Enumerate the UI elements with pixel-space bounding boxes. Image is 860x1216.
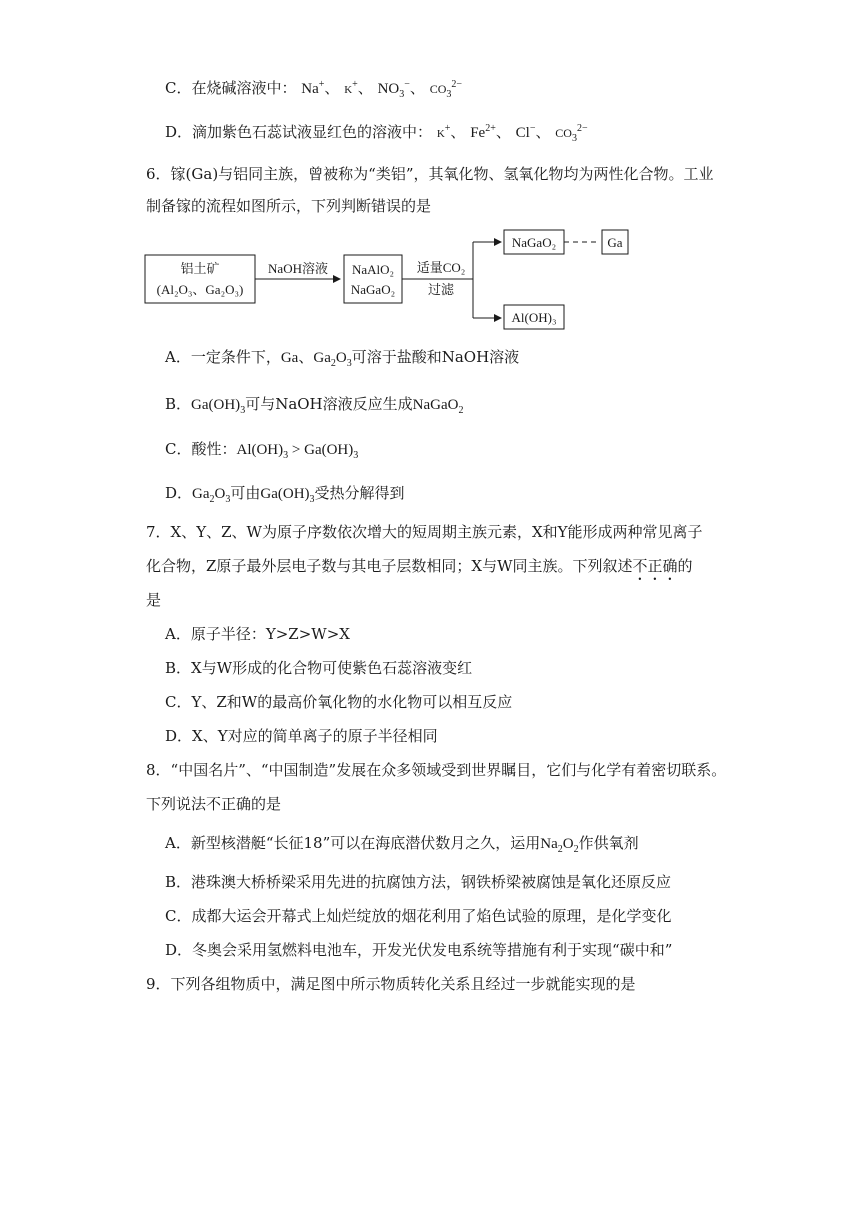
q6-option-a: A．一定条件下，Ga、$Ga_2O_3$可溶于盐酸和NaOH溶液 [165, 348, 520, 369]
out-bottom: Al(OH)₃ [511, 310, 557, 325]
q6-flow-diagram [140, 226, 640, 334]
emphasis-not-correct: 不正确 [632, 557, 678, 575]
q7-option-c: C．Y、Z和W的最高价氧化物的水化物可以相互反应 [165, 693, 513, 711]
q8-stem-line1: 8．“中国名片”、“中国制造”发展在众多领域受到世界瞩目，它们与化学有着密切联系。 [146, 761, 727, 779]
mid-top: NaAlO₂ [351, 262, 395, 277]
q5-option-d: D．滴加紫色石蕊试液显红色的溶液中： K+、 $Fe^{2+}$、 Cl−、 $CO_3^{2-}$ [165, 123, 588, 144]
q8-stem-line2: 下列说法不正确的是 [146, 795, 282, 813]
q6-stem-line2: 制备镓的流程如图所示，下列判断错误的是 [146, 197, 432, 215]
q7-stem-line1: 7．X、Y、Z、W为原子序数依次增大的短周期主族元素，X和Y能形成两种常见离子 [146, 523, 703, 541]
q8-option-d: D．冬奥会采用氢燃料电池车，开发光伏发电系统等措施有利于实现“碳中和” [165, 941, 673, 959]
q7-option-a: A．原子半径：Y>Z>W>X [165, 625, 350, 643]
q8-option-b: B．港珠澳大桥桥梁采用先进的抗腐蚀方法，钢铁桥梁被腐蚀是氧化还原反应 [165, 873, 672, 891]
out-top: NaGaO₂ [511, 235, 557, 250]
q6-stem-line1: 6．镓(Ga)与铝同主族，曾被称为“类铝”，其氧化物、氢氧化物均为两性化合物。工业 [146, 165, 714, 183]
q7-stem-line2: 化合物，Z原子最外层电子数与其电子层数相同；X与W同主族。下列叙述不正确的 [146, 557, 693, 575]
q5-option-c: C．在烧碱溶液中： Na+、 K+、 $NO_3^-$、 $CO_3^{2-}$ [165, 79, 463, 100]
step2-reagent: 适量CO₂ [416, 260, 466, 275]
q6-option-c: C．酸性：$Al(OH)_3 > Ga(OH)_3$ [165, 440, 359, 461]
q8-option-c: C．成都大运会开幕式上灿烂绽放的烟花利用了焰色试验的原理，是化学变化 [165, 907, 672, 925]
ore-composition: (Al₂O₃、Ga₂O₃) [156, 282, 244, 297]
q6-option-d: D．$Ga_2O_3$可由$Ga(OH)_3$受热分解得到 [165, 484, 405, 505]
ore-label: 铝土矿 [180, 261, 220, 276]
q7-stem-line3: 是 [146, 591, 162, 609]
q7-option-b: B．X与W形成的化合物可使紫色石蕊溶液变红 [165, 659, 473, 677]
step1-reagent: NaOH溶液 [268, 261, 328, 276]
q8-option-a: A．新型核潜艇“长征18”可以在海底潜伏数月之久，运用$Na_2O_2$作供氧剂 [165, 834, 639, 855]
mid-bottom: NaGaO₂ [350, 282, 396, 297]
q7-option-d: D．X、Y对应的简单离子的原子半径相同 [165, 727, 438, 745]
step2-op: 过滤 [427, 282, 455, 297]
q6-option-b: B．$Ga(OH)_3$可与NaOH溶液反应生成NaGaO$_2$ [165, 395, 464, 416]
out-end: Ga [607, 235, 623, 250]
q9-stem: 9．下列各组物质中，满足图中所示物质转化关系且经过一步就能实现的是 [146, 975, 636, 993]
